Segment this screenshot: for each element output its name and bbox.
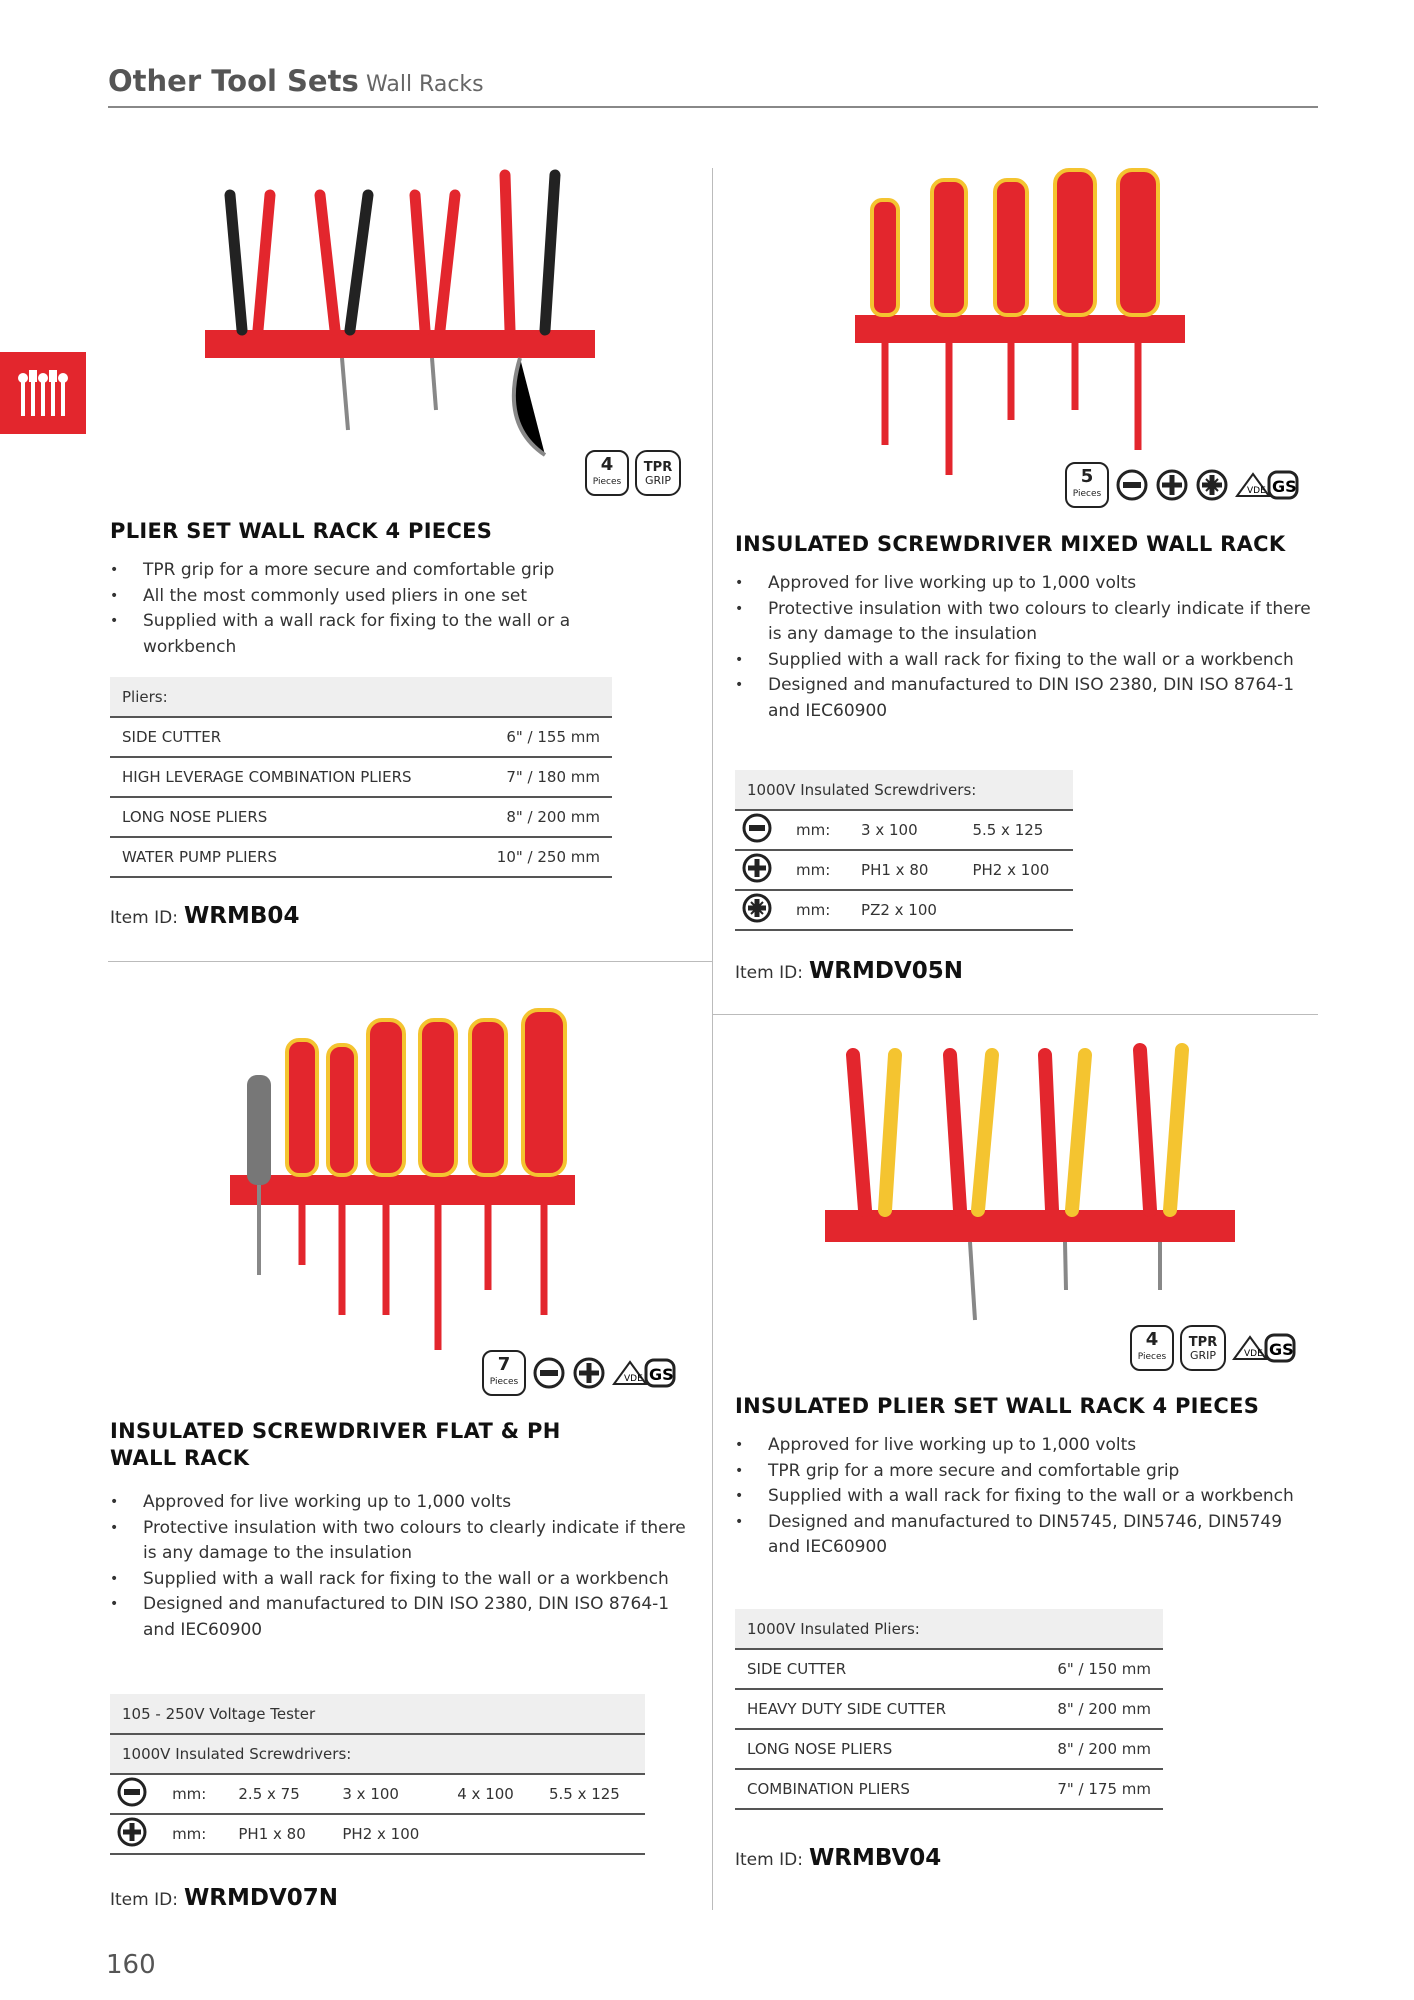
cell-size: 2.5 x 75: [226, 1774, 330, 1814]
slotted-icon: [1115, 468, 1149, 502]
header-divider: [108, 106, 1318, 108]
section-divider: [713, 1014, 1318, 1015]
pozidriv-icon: [1195, 468, 1229, 502]
feature-item: • Supplied with a wall rack for fixing to the wall or a workbench: [110, 609, 610, 660]
table-row: [110, 1814, 645, 1854]
phillips-icon: [1155, 468, 1189, 502]
slotted-icon: [741, 812, 773, 844]
table-header: 1000V Insulated Screwdrivers:: [110, 1734, 645, 1774]
item-id: Item ID: WRMB04: [110, 903, 300, 929]
feature-list: [110, 558, 610, 660]
table-header: 1000V Insulated Pliers:: [735, 1609, 1163, 1649]
product-title: INSULATED SCREWDRIVER FLAT & PH WALL RACK: [110, 1419, 561, 1470]
svg-text:VDE: VDE: [1247, 486, 1266, 496]
plier-set-wall-rack-image: [200, 165, 600, 465]
cell-name: SIDE CUTTER: [735, 1649, 1015, 1689]
cell-name: LONG NOSE PLIERS: [735, 1729, 1015, 1769]
feature-item: • Supplied with a wall rack for fixing to the wall or a workbench: [735, 1484, 1315, 1510]
pieces-badge: 5 Pieces: [1065, 462, 1109, 508]
slotted-icon: [532, 1356, 566, 1390]
pieces-badge: 7 Pieces: [482, 1350, 526, 1396]
cell-size: 8" / 200 mm: [1015, 1689, 1163, 1729]
item-id: Item ID: WRMDV07N: [110, 1885, 339, 1911]
column-divider: [712, 168, 713, 1910]
svg-text:GS: GS: [649, 1365, 674, 1384]
badges: [482, 1350, 676, 1396]
feature-item: • Approved for live working up to 1,000 volts: [735, 571, 1315, 597]
cell-size: 5.5 x 125: [960, 810, 1073, 850]
tpr-grip-badge: TPR GRIP: [1180, 1325, 1226, 1371]
page-title: Other Tool Sets: [108, 64, 359, 98]
mm-label: mm:: [784, 890, 849, 930]
table-header: 105 - 250V Voltage Tester: [110, 1694, 645, 1734]
cell-size: 6" / 150 mm: [1015, 1649, 1163, 1689]
feature-list: [735, 571, 1315, 724]
feature-item: • Supplied with a wall rack for fixing to the wall or a workbench: [735, 648, 1315, 674]
table-row: [735, 1689, 1163, 1729]
table-row: [110, 1774, 645, 1814]
table-row: [735, 850, 1073, 890]
table-header: Pliers:: [110, 677, 612, 717]
cell-size: 3 x 100: [330, 1774, 445, 1814]
table-row: [735, 890, 1073, 930]
table-row: [735, 810, 1073, 850]
vde-gs-icon: [1235, 468, 1299, 502]
cell-size: PH2 x 100: [960, 850, 1073, 890]
feature-item: • Protective insulation with two colours to clearly indicate if there is any damage to the insulation: [110, 1516, 695, 1567]
table-row: [110, 757, 612, 797]
cell-size: PZ2 x 100: [849, 890, 960, 930]
vde-gs-icon: [612, 1356, 676, 1390]
cell-name: WATER PUMP PLIERS: [110, 837, 467, 877]
cell-size: 3 x 100: [849, 810, 960, 850]
cell-name: SIDE CUTTER: [110, 717, 467, 757]
table-row: [110, 837, 612, 877]
item-id: Item ID: WRMDV05N: [735, 958, 964, 984]
table-row: [735, 1729, 1163, 1769]
tpr-grip-badge: TPR GRIP: [635, 450, 681, 496]
section-divider: [108, 961, 712, 962]
table-row: [735, 1649, 1163, 1689]
table-row: [110, 797, 612, 837]
cell-size: 10" / 250 mm: [467, 837, 612, 877]
cell-name: COMBINATION PLIERS: [735, 1769, 1015, 1809]
svg-text:VDE: VDE: [1244, 1349, 1263, 1359]
table-row: [735, 1769, 1163, 1809]
phillips-icon: [572, 1356, 606, 1390]
product-title: PLIER SET WALL RACK 4 PIECES: [110, 519, 493, 543]
feature-list: [110, 1490, 695, 1643]
spec-table: [735, 1609, 1163, 1810]
badges: [585, 450, 681, 496]
mm-label: mm:: [160, 1814, 226, 1854]
cell-size: 8" / 200 mm: [1015, 1729, 1163, 1769]
screwdriver-mixed-rack-image: [850, 165, 1190, 485]
feature-item: • TPR grip for a more secure and comfortable grip: [735, 1459, 1315, 1485]
spec-table: [735, 770, 1073, 931]
cell-size: 8" / 200 mm: [467, 797, 612, 837]
feature-item: • Supplied with a wall rack for fixing to the wall or a workbench: [110, 1567, 695, 1593]
cell-name: LONG NOSE PLIERS: [110, 797, 467, 837]
mm-label: mm:: [160, 1774, 226, 1814]
pieces-badge: 4 Pieces: [585, 450, 629, 496]
feature-item: • Designed and manufactured to DIN ISO 2380, DIN ISO 8764-1 and IEC60900: [735, 673, 1315, 724]
page-subtitle: Wall Racks: [366, 72, 484, 97]
cell-size: 6" / 155 mm: [467, 717, 612, 757]
insulated-plier-set-rack-image: [820, 1040, 1240, 1330]
cell-size: PH1 x 80: [226, 1814, 330, 1854]
product-title: INSULATED PLIER SET WALL RACK 4 PIECES: [735, 1394, 1260, 1418]
cell-name: HEAVY DUTY SIDE CUTTER: [735, 1689, 1015, 1729]
feature-item: • TPR grip for a more secure and comfortable grip: [110, 558, 610, 584]
feature-item: • Approved for live working up to 1,000 volts: [735, 1433, 1315, 1459]
cell-size: 7" / 180 mm: [467, 757, 612, 797]
vde-gs-icon: [1232, 1331, 1296, 1365]
mm-label: mm:: [784, 850, 849, 890]
item-id: Item ID: WRMBV04: [735, 1845, 942, 1871]
cell-size: 5.5 x 125: [537, 1774, 645, 1814]
table-header: 1000V Insulated Screwdrivers:: [735, 770, 1073, 810]
mm-label: mm:: [784, 810, 849, 850]
feature-item: • All the most commonly used pliers in one set: [110, 584, 610, 610]
screwdriver-flat-ph-rack-image: [225, 1005, 585, 1360]
badges: [1065, 462, 1299, 508]
feature-item: • Approved for live working up to 1,000 volts: [110, 1490, 695, 1516]
cell-size: PH1 x 80: [849, 850, 960, 890]
cell-size: 4 x 100: [445, 1774, 537, 1814]
feature-item: • Designed and manufactured to DIN5745, DIN5746, DIN5749 and IEC60900: [735, 1510, 1315, 1561]
table-row: [110, 717, 612, 757]
spec-table: [110, 677, 612, 878]
feature-item: • Protective insulation with two colours to clearly indicate if there is any damage to the insulation: [735, 597, 1315, 648]
cell-size: 7" / 175 mm: [1015, 1769, 1163, 1809]
pieces-badge: 4 Pieces: [1130, 1325, 1174, 1371]
phillips-icon: [116, 1816, 148, 1848]
badges: [1130, 1325, 1296, 1371]
svg-text:GS: GS: [1269, 1340, 1294, 1359]
svg-text:VDE: VDE: [624, 1374, 643, 1384]
cell-size: PH2 x 100: [330, 1814, 445, 1854]
page-number: 160: [106, 1950, 156, 1980]
feature-list: [735, 1433, 1315, 1561]
product-title: INSULATED SCREWDRIVER MIXED WALL RACK: [735, 532, 1286, 556]
cell-name: HIGH LEVERAGE COMBINATION PLIERS: [110, 757, 467, 797]
section-tab-tools-icon: [0, 352, 86, 434]
spec-table: [110, 1694, 645, 1855]
feature-item: • Designed and manufactured to DIN ISO 2380, DIN ISO 8764-1 and IEC60900: [110, 1592, 695, 1643]
svg-text:GS: GS: [1272, 477, 1297, 496]
slotted-icon: [116, 1776, 148, 1808]
pozidriv-icon: [741, 892, 773, 924]
phillips-icon: [741, 852, 773, 884]
